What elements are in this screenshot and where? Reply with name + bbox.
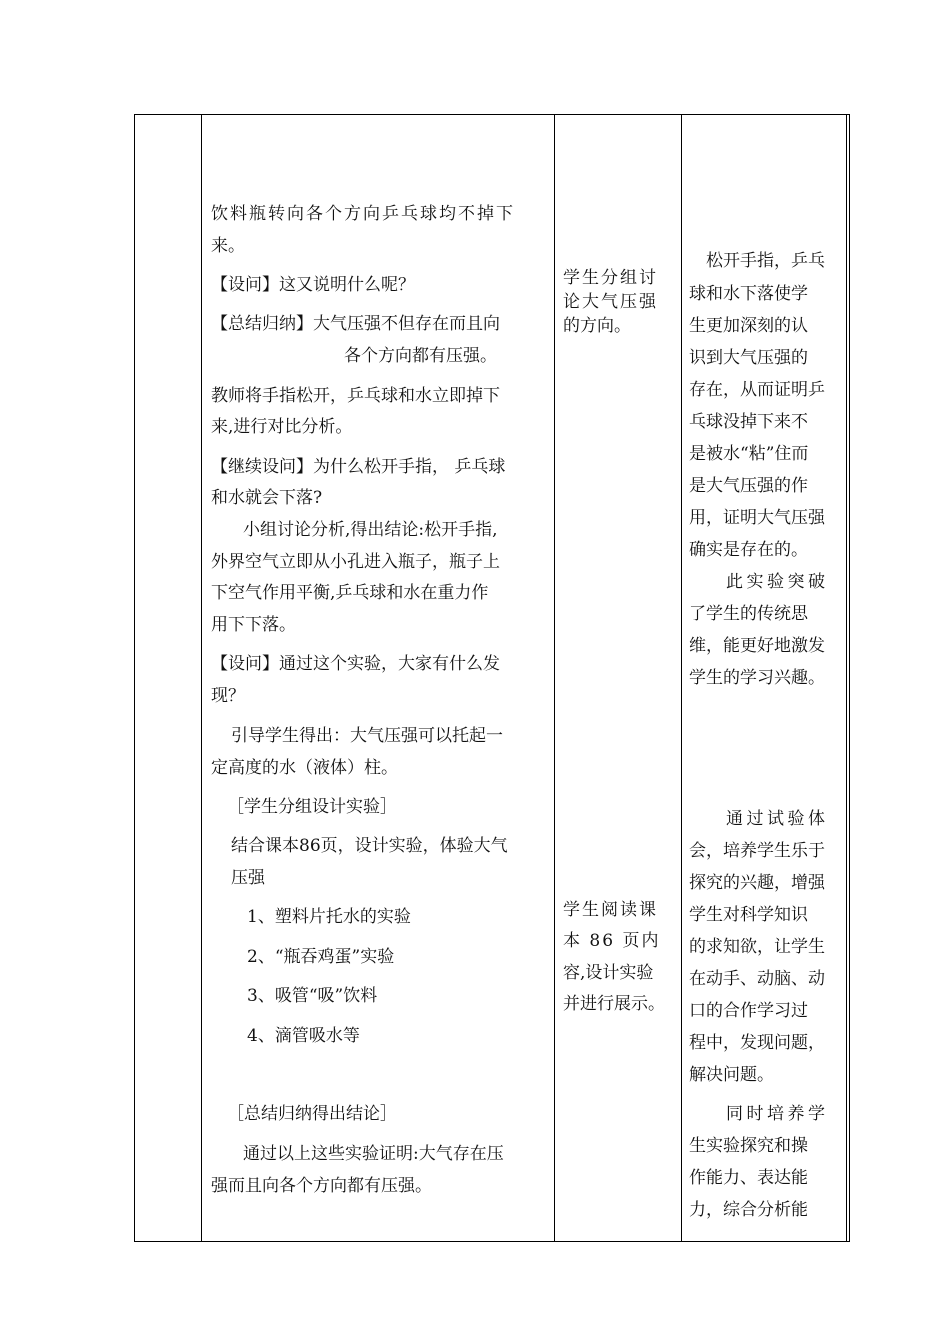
text-line: 存在，从而证明乒 (689, 380, 825, 400)
text-line: 引导学生得出：大气压强可以托起一 (231, 726, 503, 746)
text-line: 小组讨论分析,得出结论:松开手指, (243, 520, 498, 540)
text-line: 解决问题。 (689, 1065, 774, 1085)
list-item: 4、滴管吸水等 (247, 1026, 360, 1046)
list-item: 1、塑料片托水的实验 (247, 907, 411, 927)
text-line: 程中，发现问题， (689, 1033, 825, 1053)
list-item: 3、吸管“吸”饮料 (247, 986, 378, 1006)
text-line: 用下下落。 (211, 615, 296, 635)
text-line: 的求知欲，让学生 (689, 937, 825, 957)
text-line: 生更加深刻的认 (689, 316, 808, 336)
text-line: 容,设计实验 (563, 963, 654, 983)
lesson-table (134, 114, 850, 1242)
student-activity-column (555, 115, 682, 1241)
stage-column (135, 115, 202, 1241)
text-line: 同时培养学 (726, 1104, 829, 1124)
text-line: 是大气压强的作 (689, 476, 808, 496)
text-line: 学生对科学知识 (689, 905, 808, 925)
text-line: 教师将手指松开，乒乓球和水立即掉下 (211, 386, 500, 406)
text-line: 外界空气立即从小孔进入瓶子，瓶子上 (211, 552, 500, 572)
text-line: 是被水“粘”住而 (689, 444, 809, 464)
text-line: 探究的兴趣，增强 (689, 873, 825, 893)
text-line: ［总结归纳得出结论］ (227, 1104, 397, 1124)
text-line: 会，培养学生乐于 (689, 841, 825, 861)
design-intent-column (682, 115, 845, 1241)
text-line: 【设问】通过这个实验，大家有什么发 (211, 654, 500, 674)
text-line: 现？ (211, 686, 245, 706)
text-line: 【总结归纳】大气压强不但存在而且向 (211, 314, 500, 334)
text-line: 维，能更好地激发 (689, 636, 825, 656)
text-line: 用，证明大气压强 (689, 508, 825, 528)
text-line: 通过以上这些实验证明:大气存在压 (243, 1144, 504, 1164)
text-line: 此实验突破 (726, 572, 829, 592)
text-line: 【继续设问】为什么松开手指， 乒乓球 (211, 457, 506, 477)
teacher-activity-column (202, 115, 555, 1241)
text-line: 了学生的传统思 (689, 604, 808, 624)
text-line: 论大气压强 (563, 292, 658, 312)
text-line: 力，综合分析能 (689, 1200, 808, 1220)
text-line: 下空气作用平衡,乒乓球和水在重力作 (211, 583, 489, 603)
text-line: 学生分组讨 (563, 268, 658, 288)
text-line: 强而且向各个方向都有压强。 (211, 1176, 432, 1196)
text-line: 口的合作学习过 (689, 1001, 808, 1021)
text-line: 本 86 页内 (563, 931, 661, 951)
text-line: 生实验探究和操 (689, 1136, 808, 1156)
text-line: ［学生分组设计实验］ (227, 797, 397, 817)
text-line: 乓球没掉下来不 (689, 412, 808, 432)
text-line: 来,进行对比分析。 (211, 417, 353, 437)
text-line: 饮料瓶转向各个方向乒乓球均不掉下 (211, 204, 515, 224)
text-line: 球和水下落使学 (689, 284, 808, 304)
text-line: 并进行展示。 (563, 994, 665, 1014)
text-line: 确实是存在的。 (689, 540, 808, 560)
text-line: 学生阅读课 (563, 900, 658, 920)
list-item: 2、“瓶吞鸡蛋”实验 (247, 947, 395, 967)
text-line: 识到大气压强的 (689, 348, 808, 368)
text-line: 定高度的水（液体）柱。 (211, 758, 398, 778)
text-line: 和水就会下落? (211, 488, 323, 508)
text-line: 在动手、动脑、动 (689, 969, 825, 989)
text-line: 结合课本86页，设计实验，体验大气 (231, 836, 508, 856)
text-line: 作能力、表达能 (689, 1168, 808, 1188)
text-line: 松开手指，乒乓 (706, 251, 825, 271)
text-line: 各个方向都有压强。 (344, 346, 497, 366)
text-line: 学生的学习兴趣。 (689, 668, 825, 688)
text-line: 来。 (211, 236, 245, 256)
text-line: 压强 (231, 868, 265, 888)
text-line: 通过试验体 (726, 809, 829, 829)
text-line: 【设问】这又说明什么呢？ (211, 275, 415, 295)
text-line: 的方向。 (563, 316, 631, 336)
